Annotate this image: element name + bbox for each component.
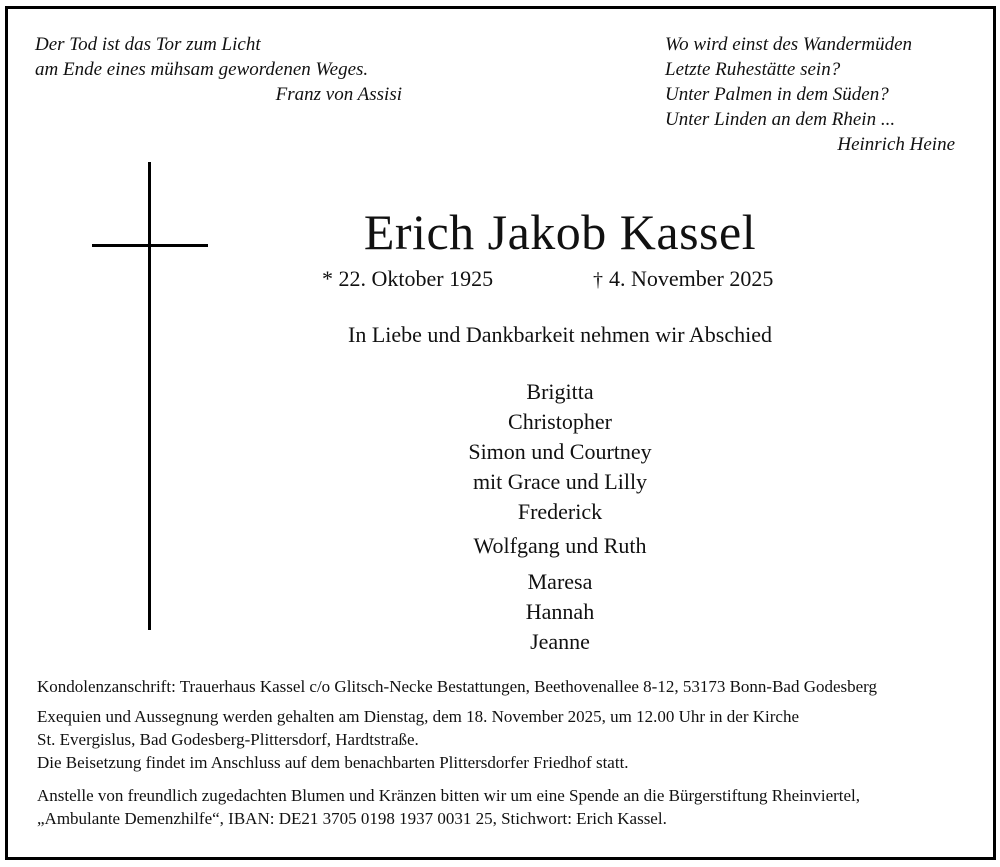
cross-icon <box>148 162 151 630</box>
farewell-text: In Liebe und Dankbarkeit nehmen wir Abschied <box>348 322 772 347</box>
mourner-name: Christopher <box>508 409 612 434</box>
quote-right-line: Unter Palmen in dem Süden? <box>665 84 889 105</box>
mourner-name: Hannah <box>525 599 595 624</box>
donation-line: „Ambulante Demenzhilfe“, IBAN: DE21 3705 0198 1937 0031 25, Stichwort: Erich Kassel. <box>37 809 667 828</box>
quote-right-line: Letzte Ruhestätte sein? <box>665 59 841 80</box>
quote-right <box>665 32 955 157</box>
donation-line: Anstelle von freundlich zugedachten Blumen und Kränzen bitten wir um eine Spende an die Bürgerstiftung Rheinviertel, <box>37 786 861 805</box>
mourner-name: mit Grace und Lilly <box>472 469 648 494</box>
service-line: Exequien und Aussegnung werden gehalten am Dienstag, dem 18. November 2025, um 12.00 Uhr in der Kirche <box>37 707 799 726</box>
quote-right-line: Wo wird einst des Wandermüden <box>665 34 912 55</box>
quote-left-author: Franz von Assisi <box>275 84 402 105</box>
quote-left <box>35 32 402 107</box>
quote-left-line: Der Tod ist das Tor zum Licht <box>35 34 261 55</box>
quote-right-line: Unter Linden an dem Rhein ... <box>665 109 896 130</box>
cross-icon-bar <box>92 244 208 247</box>
death-date: 4. November 2025 <box>609 266 774 291</box>
service-line: Die Beisetzung findet im Anschluss auf dem benachbarten Plittersdorfer Friedhof statt. <box>37 753 629 772</box>
dagger-icon: † <box>593 269 603 291</box>
mourner-name: Frederick <box>517 499 603 524</box>
mourner-name: Maresa <box>527 569 593 594</box>
condolence-line: Kondolenzanschrift: Trauerhaus Kassel c/o Glitsch-Necke Bestattungen, Beethovenallee 8-12, 53173 Bonn-Bad Godesberg <box>37 677 878 696</box>
mourner-name: Brigitta <box>526 379 594 404</box>
mourner-name: Wolfgang und Ruth <box>473 533 647 558</box>
death-date-line <box>593 264 773 295</box>
mourners-group-2 <box>360 531 760 561</box>
service-line: St. Evergislus, Bad Godesberg-Plittersdorf, Hardtstraße. <box>37 730 419 749</box>
mourners-group-1 <box>360 377 760 527</box>
birth-date: * 22. Oktober 1925 <box>322 266 494 291</box>
quote-right-author: Heinrich Heine <box>837 134 955 155</box>
mourners-group-3 <box>360 567 760 657</box>
deceased-name: Erich Jakob Kassel <box>363 204 757 260</box>
service-info <box>37 705 967 774</box>
condolence-address <box>37 675 967 698</box>
mourner-name: Jeanne <box>530 629 590 654</box>
mourner-name: Simon und Courtney <box>468 439 652 464</box>
quote-left-line: am Ende eines mühsam gewordenen Weges. <box>35 59 369 80</box>
donation-info <box>37 784 967 830</box>
